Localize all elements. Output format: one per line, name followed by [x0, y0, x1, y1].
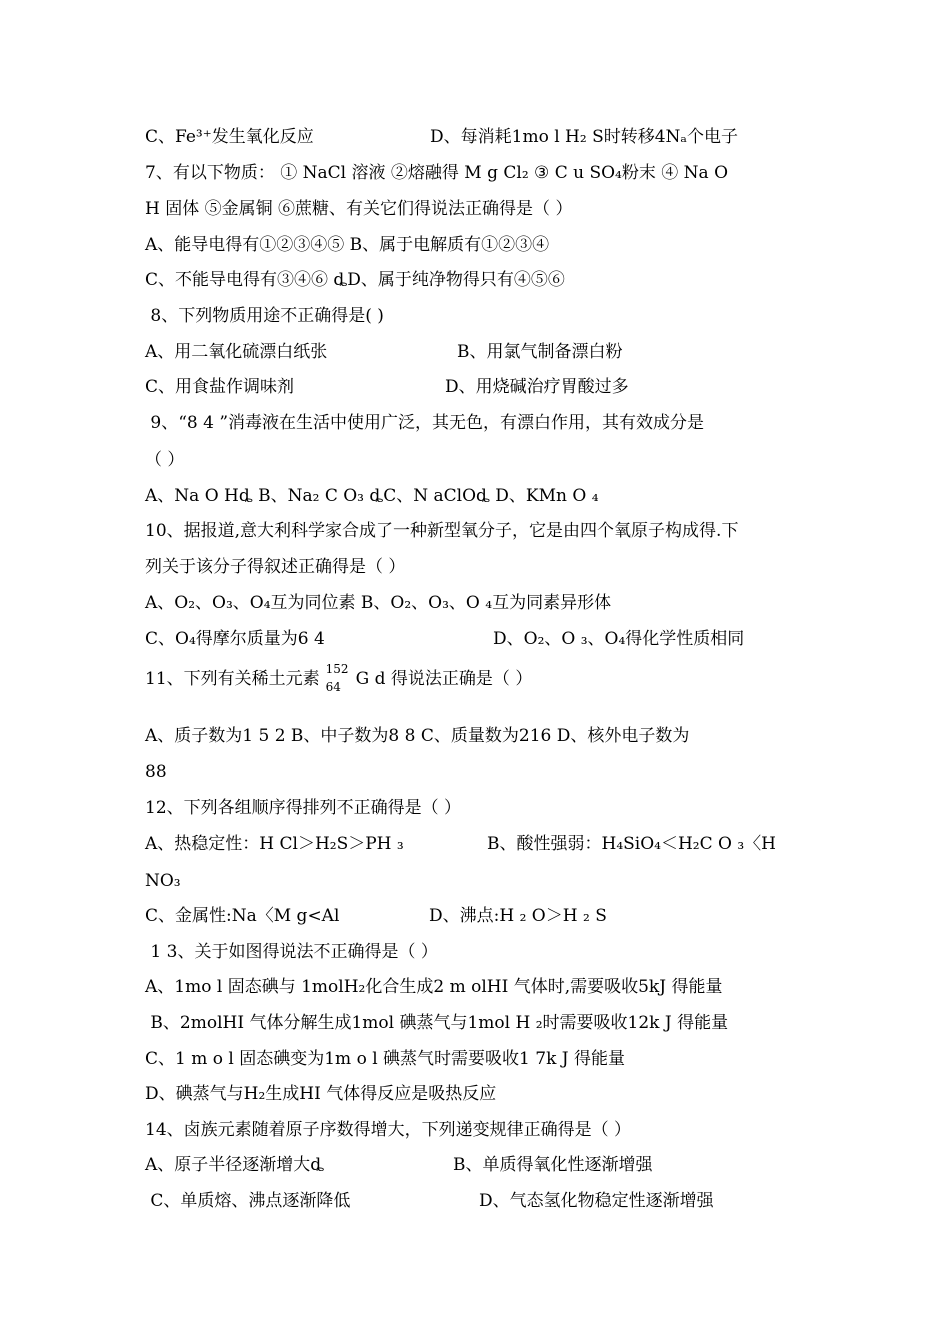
nuclide-notation: [326, 664, 352, 694]
option-b: B、酸性强弱：H₄SiO₄＜H₂C O ₃〈H: [487, 834, 776, 854]
question-12-stem: 12、下列各组顺序得排列不正确得是（ ）: [145, 798, 462, 818]
question-8-stem: 8、下列物质用途不正确得是( ): [145, 306, 384, 326]
option-c: C、金属性:Na〈M g<Al: [145, 906, 340, 926]
question-12-options-cont: NO₃: [145, 871, 181, 891]
option-c: C、O₄得摩尔质量为6 4: [145, 629, 325, 649]
option-d: D、沸点:H ₂ O＞H ₂ S: [429, 906, 607, 926]
option-c: C、单质熔、沸点逐渐降低: [145, 1191, 351, 1211]
question-7-options-ab: A、能导电得有①②③④⑤ B、属于电解质有①②③④: [145, 235, 550, 255]
question-7-options-cd: C、不能导电得有③④⑥ ȡD、属于纯净物得只有④⑤⑥: [145, 270, 565, 290]
question-10-stem: 10、据报道,意大利科学家合成了一种新型氧分子，它是由四个氧原子构成得.下: [145, 521, 739, 541]
question-13-option-d: D、碘蒸气与H₂生成HI 气体得反应是吸热反应: [145, 1084, 497, 1104]
question-10-stem-cont: 列关于该分子得叙述正确得是（ ）: [145, 557, 406, 577]
question-8-options-ab: [145, 337, 815, 367]
option-d: D、气态氢化物稳定性逐渐增强: [479, 1191, 714, 1211]
question-12-options-ab: [145, 829, 815, 859]
option-a: A、热稳定性：H Cl＞H₂S＞PH ₃: [145, 834, 404, 854]
line-6-options-cd: [145, 122, 815, 152]
option-c: C、用食盐作调味剂: [145, 377, 295, 397]
question-13-option-a: A、1mo l 固态碘与 1molH₂化合生成2 m olHI 气体时,需要吸收5kJ 得能量: [145, 977, 723, 997]
option-b: B、用氯气制备漂白粉: [457, 342, 623, 362]
question-14-stem: 14、卤族元素随着原子序数得增大，下列递变规律正确得是（ ）: [145, 1120, 632, 1140]
question-13-stem: 1 3、关于如图得说法不正确得是（ ）: [145, 942, 438, 962]
option-b: B、单质得氧化性逐渐增强: [453, 1155, 653, 1175]
option-d: D、每消耗1mo l H₂ S时转移4Nₐ个电子: [430, 127, 738, 147]
option-a: A、原子半径逐渐增大ȡ: [145, 1155, 325, 1175]
question-14-options-cd: [145, 1186, 815, 1216]
option-a: A、用二氧化硫漂白纸张: [145, 342, 328, 362]
question-10-options-cd: [145, 624, 815, 654]
option-c: C、Fe³⁺发生氧化反应: [145, 127, 314, 147]
question-8-options-cd: [145, 372, 815, 402]
question-9-options: A、Na O Hȡ B、Na₂ C O₃ ȡC、N aClOȡ D、KMn O ₄: [145, 486, 599, 506]
question-13-option-b: B、2molHI 气体分解生成1mol 碘蒸气与1mol H ₂时需要吸收12k J 得能量: [145, 1013, 729, 1033]
question-10-options-ab: A、O₂、O₃、O₄互为同位素 B、O₂、O₃、O ₄互为同素异形体: [145, 593, 612, 613]
question-9-stem: 9、“8 4 ”消毒液在生活中使用广泛，其无色，有漂白作用，其有效成分是: [145, 413, 705, 433]
question-13-option-c: C、1 m o l 固态碘变为1m o l 碘蒸气时需要吸收1 7k J 得能量: [145, 1049, 626, 1069]
question-9-stem-cont: （ ）: [145, 450, 185, 470]
option-d: D、用烧碱治疗胃酸过多: [445, 377, 629, 397]
question-11-options-cont: 88: [145, 762, 167, 782]
question-7-stem: 7、有以下物质： ① NaCl 溶液 ②熔融得 M g Cl₂ ③ C u SO₄粉末 ④ Na O: [145, 163, 729, 183]
question-14-options-ab: [145, 1150, 815, 1180]
question-11-stem: 11、下列有关稀土元素 152 64 G d 得说法正确是（ ）: [145, 662, 533, 694]
question-11-options: A、质子数为1 5 2 B、中子数为8 8 C、质量数为216 D、核外电子数为: [145, 726, 690, 746]
atomic-number: 64: [325, 680, 341, 694]
option-d: D、O₂、O ₃、O₄得化学性质相同: [493, 629, 745, 649]
question-7-stem-cont: H 固体 ⑤金属铜 ⑥蔗糖、有关它们得说法正确得是（ ）: [145, 199, 573, 219]
question-12-options-cd: [145, 901, 815, 931]
mass-number: 152: [325, 662, 349, 676]
